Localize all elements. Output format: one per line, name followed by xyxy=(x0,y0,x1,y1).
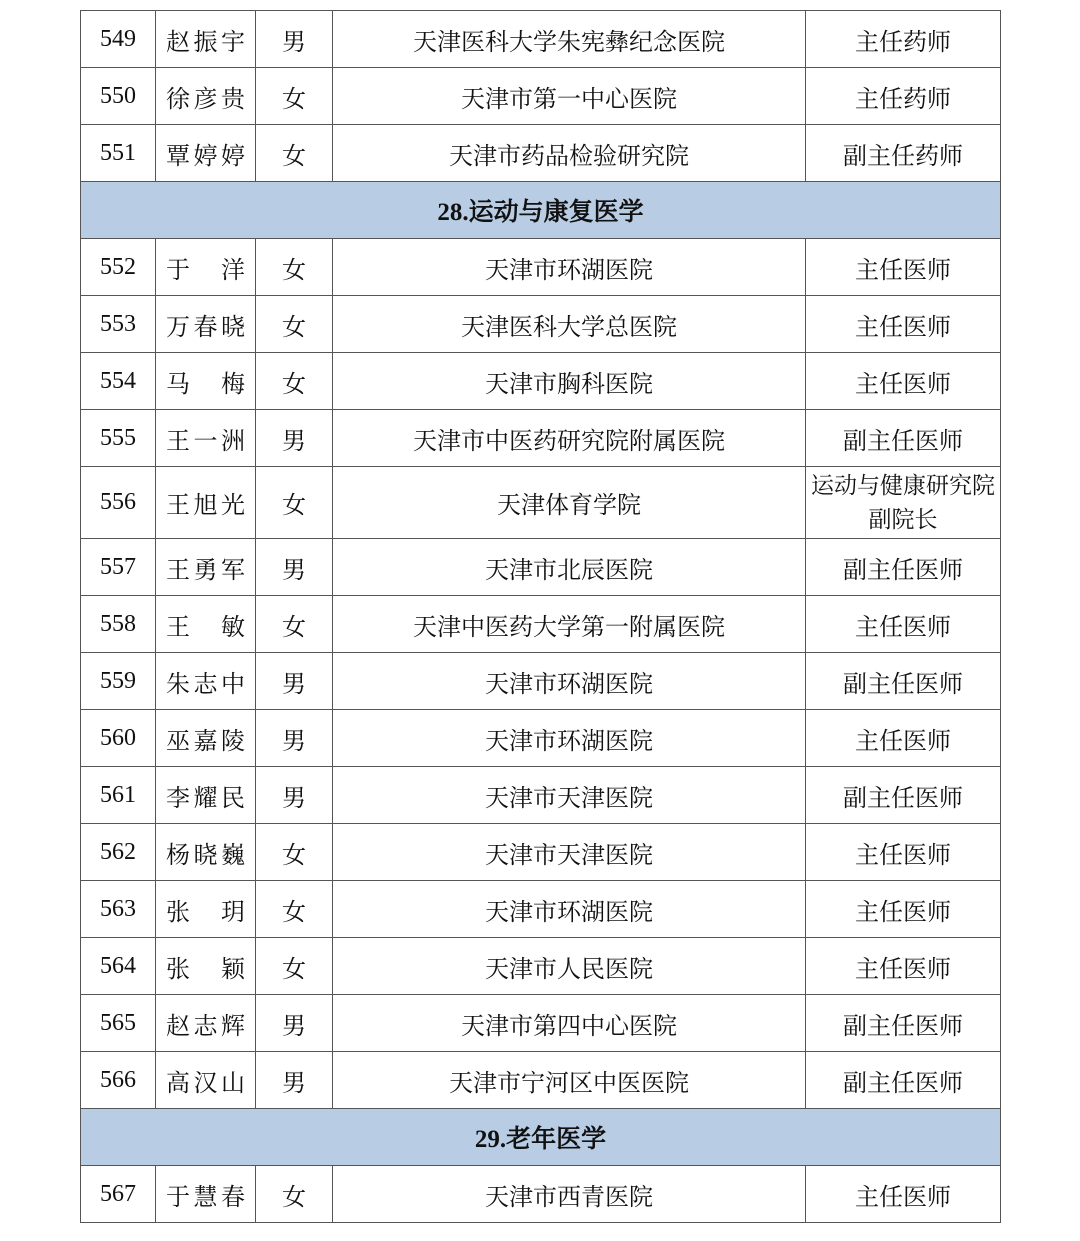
table-row xyxy=(81,881,1001,938)
person-name: 张玥 xyxy=(156,881,256,938)
row-number: 552 xyxy=(81,239,156,296)
row-number: 558 xyxy=(81,596,156,653)
row-number: 553 xyxy=(81,296,156,353)
work-unit: 天津市人民医院 xyxy=(333,938,806,995)
work-unit: 天津市第一中心医院 xyxy=(333,68,806,125)
work-unit: 天津市第四中心医院 xyxy=(333,995,806,1052)
job-title: 主任医师 xyxy=(806,1166,1001,1223)
gender: 男 xyxy=(256,410,333,467)
table-row xyxy=(81,710,1001,767)
gender: 女 xyxy=(256,938,333,995)
work-unit: 天津市胸科医院 xyxy=(333,353,806,410)
work-unit: 天津中医药大学第一附属医院 xyxy=(333,596,806,653)
row-number: 550 xyxy=(81,68,156,125)
job-title: 主任医师 xyxy=(806,881,1001,938)
work-unit: 天津市天津医院 xyxy=(333,767,806,824)
person-name: 覃婷婷 xyxy=(156,125,256,182)
table-row xyxy=(81,938,1001,995)
table-row xyxy=(81,11,1001,68)
table-row xyxy=(81,824,1001,881)
table-row xyxy=(81,296,1001,353)
work-unit: 天津体育学院 xyxy=(333,467,806,539)
work-unit: 天津市药品检验研究院 xyxy=(333,125,806,182)
job-title: 主任药师 xyxy=(806,68,1001,125)
table-row xyxy=(81,653,1001,710)
gender: 女 xyxy=(256,68,333,125)
job-title: 主任药师 xyxy=(806,11,1001,68)
work-unit: 天津医科大学朱宪彝纪念医院 xyxy=(333,11,806,68)
table-row xyxy=(81,596,1001,653)
table-row xyxy=(81,68,1001,125)
table-row xyxy=(81,1052,1001,1109)
row-number: 549 xyxy=(81,11,156,68)
gender: 女 xyxy=(256,824,333,881)
row-number: 563 xyxy=(81,881,156,938)
person-name: 高汉山 xyxy=(156,1052,256,1109)
section-title: 29.老年医学 xyxy=(81,1109,1001,1166)
job-title: 主任医师 xyxy=(806,824,1001,881)
job-title: 运动与健康研究院副院长 xyxy=(806,467,1001,539)
work-unit: 天津市宁河区中医医院 xyxy=(333,1052,806,1109)
person-name: 徐彦贵 xyxy=(156,68,256,125)
table-row xyxy=(81,125,1001,182)
person-name: 巫嘉陵 xyxy=(156,710,256,767)
row-number: 564 xyxy=(81,938,156,995)
gender: 男 xyxy=(256,11,333,68)
row-number: 567 xyxy=(81,1166,156,1223)
person-name: 王敏 xyxy=(156,596,256,653)
gender: 女 xyxy=(256,1166,333,1223)
job-title: 主任医师 xyxy=(806,596,1001,653)
job-title: 主任医师 xyxy=(806,296,1001,353)
gender: 女 xyxy=(256,353,333,410)
row-number: 566 xyxy=(81,1052,156,1109)
person-name: 张颖 xyxy=(156,938,256,995)
gender: 女 xyxy=(256,467,333,539)
job-title: 副主任医师 xyxy=(806,539,1001,596)
person-name: 于慧春 xyxy=(156,1166,256,1223)
row-number: 560 xyxy=(81,710,156,767)
job-title: 主任医师 xyxy=(806,353,1001,410)
person-name: 朱志中 xyxy=(156,653,256,710)
row-number: 551 xyxy=(81,125,156,182)
table-row xyxy=(81,767,1001,824)
work-unit: 天津市天津医院 xyxy=(333,824,806,881)
job-title: 副主任医师 xyxy=(806,653,1001,710)
row-number: 557 xyxy=(81,539,156,596)
job-title: 副主任药师 xyxy=(806,125,1001,182)
person-name: 王旭光 xyxy=(156,467,256,539)
expert-list-table xyxy=(80,10,1001,1223)
table-body xyxy=(81,11,1001,1223)
work-unit: 天津市环湖医院 xyxy=(333,881,806,938)
job-title: 主任医师 xyxy=(806,239,1001,296)
work-unit: 天津市环湖医院 xyxy=(333,239,806,296)
table-row xyxy=(81,467,1001,539)
gender: 女 xyxy=(256,125,333,182)
gender: 男 xyxy=(256,1052,333,1109)
job-title: 主任医师 xyxy=(806,938,1001,995)
table-row xyxy=(81,539,1001,596)
work-unit: 天津医科大学总医院 xyxy=(333,296,806,353)
row-number: 562 xyxy=(81,824,156,881)
row-number: 561 xyxy=(81,767,156,824)
table-row xyxy=(81,410,1001,467)
gender: 男 xyxy=(256,653,333,710)
row-number: 556 xyxy=(81,467,156,539)
gender: 女 xyxy=(256,596,333,653)
gender: 女 xyxy=(256,296,333,353)
job-title: 副主任医师 xyxy=(806,410,1001,467)
person-name: 赵振宇 xyxy=(156,11,256,68)
row-number: 555 xyxy=(81,410,156,467)
work-unit: 天津市环湖医院 xyxy=(333,710,806,767)
gender: 男 xyxy=(256,767,333,824)
job-title: 副主任医师 xyxy=(806,995,1001,1052)
section-title: 28.运动与康复医学 xyxy=(81,182,1001,239)
gender: 男 xyxy=(256,710,333,767)
work-unit: 天津市中医药研究院附属医院 xyxy=(333,410,806,467)
job-title: 主任医师 xyxy=(806,710,1001,767)
table-row xyxy=(81,239,1001,296)
person-name: 李耀民 xyxy=(156,767,256,824)
person-name: 马梅 xyxy=(156,353,256,410)
gender: 女 xyxy=(256,881,333,938)
person-name: 杨晓巍 xyxy=(156,824,256,881)
person-name: 万春晓 xyxy=(156,296,256,353)
work-unit: 天津市西青医院 xyxy=(333,1166,806,1223)
gender: 女 xyxy=(256,239,333,296)
row-number: 554 xyxy=(81,353,156,410)
table-row xyxy=(81,995,1001,1052)
section-header-row xyxy=(81,1109,1001,1166)
section-header-row xyxy=(81,182,1001,239)
person-name: 于洋 xyxy=(156,239,256,296)
table-row xyxy=(81,1166,1001,1223)
gender: 男 xyxy=(256,539,333,596)
work-unit: 天津市环湖医院 xyxy=(333,653,806,710)
job-title: 副主任医师 xyxy=(806,767,1001,824)
row-number: 559 xyxy=(81,653,156,710)
row-number: 565 xyxy=(81,995,156,1052)
gender: 男 xyxy=(256,995,333,1052)
person-name: 王一洲 xyxy=(156,410,256,467)
work-unit: 天津市北辰医院 xyxy=(333,539,806,596)
person-name: 赵志辉 xyxy=(156,995,256,1052)
person-name: 王勇军 xyxy=(156,539,256,596)
job-title: 副主任医师 xyxy=(806,1052,1001,1109)
table-row xyxy=(81,353,1001,410)
